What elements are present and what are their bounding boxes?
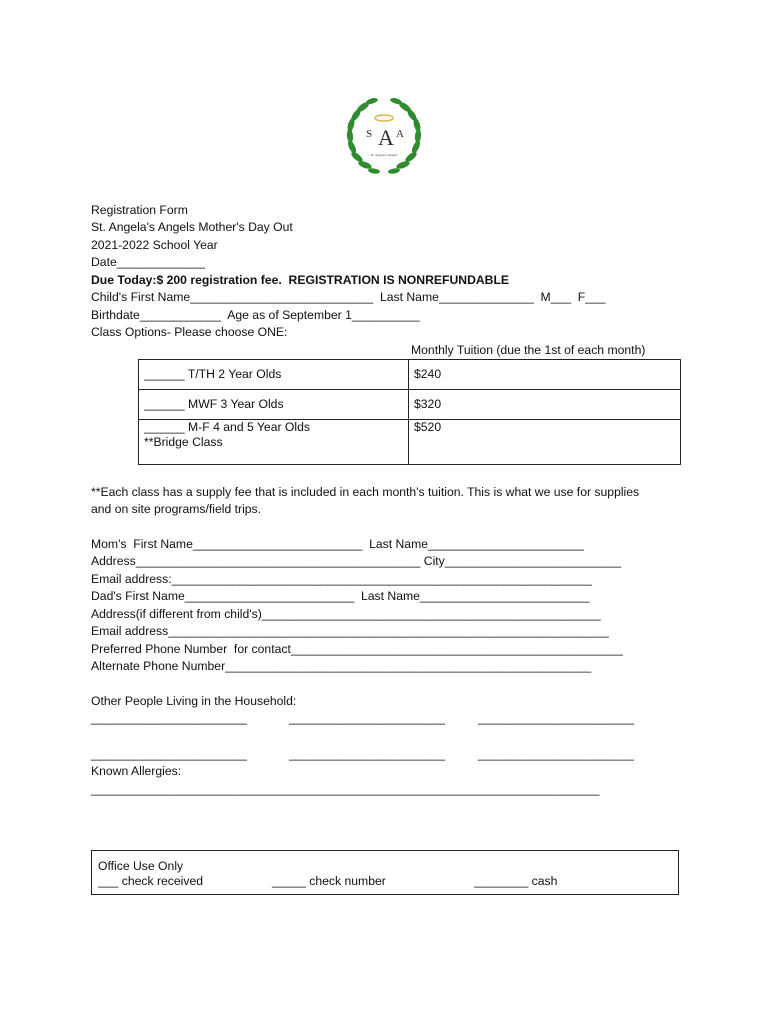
child-name-field[interactable]: Child's First Name___________________________ Last Name______________ M___ F___ bbox=[91, 290, 606, 304]
alternate-phone-field[interactable]: Alternate Phone Number______________________________________________________ bbox=[91, 659, 592, 673]
allergies-label: Known Allergies: bbox=[91, 764, 182, 778]
table-row bbox=[139, 390, 681, 420]
check-number-field[interactable]: _____ check number bbox=[272, 874, 386, 888]
svg-text:S: S bbox=[366, 128, 373, 140]
class-option[interactable]: ______ T/TH 2 Year Olds bbox=[139, 360, 409, 390]
allergies-field[interactable]: ___________________________________________________________________________ bbox=[91, 782, 600, 796]
cash-field[interactable]: ________ cash bbox=[474, 874, 558, 888]
household-blank[interactable]: _______________________ bbox=[91, 747, 247, 761]
logo-caption: St. Angela's Angels bbox=[370, 153, 398, 157]
supply-note-line-1: **Each class has a supply fee that is included in each month's tuition. This is what we use for supplies bbox=[91, 485, 640, 499]
check-received-field[interactable]: ___ check received bbox=[98, 874, 204, 888]
table-row bbox=[139, 420, 681, 465]
fee-notice: Due Today:$ 200 registration fee. REGISTRATION IS NONREFUNDABLE bbox=[91, 273, 510, 287]
tuition-header: Monthly Tuition (due the 1st of each month) bbox=[411, 343, 646, 357]
office-use-box bbox=[91, 850, 679, 895]
office-use-title: Office Use Only bbox=[98, 859, 184, 873]
birthdate-field[interactable]: Birthdate____________ Age as of September 1__________ bbox=[91, 308, 420, 322]
class-price: $320 bbox=[409, 390, 681, 420]
svg-text:A: A bbox=[396, 128, 404, 140]
class-option: ______ M-F 4 and 5 Year Olds bbox=[144, 420, 310, 434]
school-year: 2021-2022 School Year bbox=[91, 238, 218, 252]
class-option[interactable]: ______ MWF 3 Year Olds bbox=[139, 390, 409, 420]
class-option-cell[interactable] bbox=[139, 420, 409, 465]
supply-note-line-2: and on site programs/field trips. bbox=[91, 502, 262, 516]
dad-email-field[interactable]: Email address_________________________________________________________________ bbox=[91, 624, 609, 638]
household-blank[interactable]: _______________________ bbox=[289, 747, 445, 761]
address-field[interactable]: Address__________________________________________ City__________________________ bbox=[91, 554, 621, 568]
household-blank[interactable]: _______________________ bbox=[91, 711, 247, 725]
form-title: Registration Form bbox=[91, 203, 188, 217]
household-blank[interactable]: _______________________ bbox=[478, 747, 634, 761]
date-field[interactable]: Date_____________ bbox=[91, 255, 205, 269]
saa-wreath-logo bbox=[343, 95, 425, 179]
mom-name-field[interactable]: Mom's First Name_________________________ Last Name_______________________ bbox=[91, 537, 584, 551]
email-field[interactable]: Email address:______________________________________________________________ bbox=[91, 572, 592, 586]
svg-text:A: A bbox=[378, 125, 394, 150]
program-name: St. Angela's Angels Mother's Day Out bbox=[91, 220, 293, 234]
class-note: **Bridge Class bbox=[144, 435, 223, 449]
table-row bbox=[139, 360, 681, 390]
class-price: $520 bbox=[409, 420, 681, 465]
alt-address-field[interactable]: Address(if different from child's)__________________________________________________ bbox=[91, 607, 601, 621]
class-price: $240 bbox=[409, 360, 681, 390]
household-blank[interactable]: _______________________ bbox=[289, 711, 445, 725]
preferred-phone-field[interactable]: Preferred Phone Number for contact_________________________________________________ bbox=[91, 642, 623, 656]
household-blank[interactable]: _______________________ bbox=[478, 711, 634, 725]
dad-name-field[interactable]: Dad's First Name_________________________ Last Name_________________________ bbox=[91, 589, 590, 603]
household-label: Other People Living in the Household: bbox=[91, 694, 297, 708]
class-options-label: Class Options- Please choose ONE: bbox=[91, 325, 288, 339]
tuition-table bbox=[138, 359, 681, 465]
